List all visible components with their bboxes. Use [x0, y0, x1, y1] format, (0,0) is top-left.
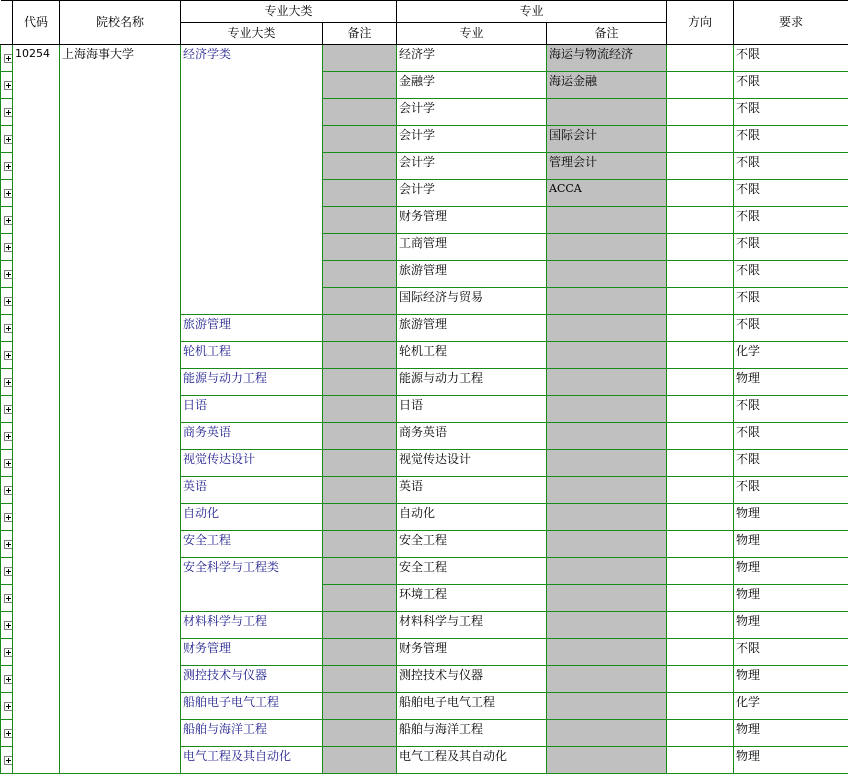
category-cell: 视觉传达设计 — [181, 450, 323, 477]
category-cell: 日语 — [181, 396, 323, 423]
major-note-cell — [547, 747, 667, 774]
expand-plus-icon[interactable] — [4, 540, 13, 549]
major-cell: 自动化 — [397, 504, 547, 531]
requirement-cell: 物理 — [734, 666, 848, 693]
major-note-cell — [547, 288, 667, 315]
requirement-cell: 物理 — [734, 720, 848, 747]
major-cell: 安全工程 — [397, 531, 547, 558]
category-cell: 经济学类 — [181, 45, 323, 315]
expand-plus-icon[interactable] — [4, 108, 13, 117]
major-cell: 会计学 — [397, 180, 547, 207]
expand-plus-icon[interactable] — [4, 459, 13, 468]
category-note-cell — [323, 477, 397, 504]
major-cell: 船舶电子电气工程 — [397, 693, 547, 720]
requirement-cell: 不限 — [734, 234, 848, 261]
category-note-cell — [323, 504, 397, 531]
category-cell: 船舶电子电气工程 — [181, 693, 323, 720]
expand-cell — [1, 72, 13, 99]
direction-cell — [667, 450, 734, 477]
expand-plus-icon[interactable] — [4, 513, 13, 522]
expand-cell — [1, 639, 13, 666]
direction-cell — [667, 180, 734, 207]
category-note-cell — [323, 45, 397, 72]
category-cell: 轮机工程 — [181, 342, 323, 369]
expand-cell — [1, 126, 13, 153]
expand-plus-icon[interactable] — [4, 378, 13, 387]
direction-cell — [667, 666, 734, 693]
header-category-note: 备注 — [323, 23, 397, 45]
major-cell: 国际经济与贸易 — [397, 288, 547, 315]
expand-cell — [1, 720, 13, 747]
major-cell: 财务管理 — [397, 207, 547, 234]
major-note-cell — [547, 369, 667, 396]
expand-plus-icon[interactable] — [4, 135, 13, 144]
expand-plus-icon[interactable] — [4, 648, 13, 657]
requirement-cell: 物理 — [734, 612, 848, 639]
category-note-cell — [323, 585, 397, 612]
major-note-cell — [547, 99, 667, 126]
category-note-cell — [323, 126, 397, 153]
expand-cell — [1, 585, 13, 612]
category-note-cell — [323, 558, 397, 585]
requirement-cell: 不限 — [734, 261, 848, 288]
requirement-cell: 不限 — [734, 639, 848, 666]
requirement-cell: 不限 — [734, 45, 848, 72]
category-cell: 英语 — [181, 477, 323, 504]
category-note-cell — [323, 207, 397, 234]
category-note-cell — [323, 153, 397, 180]
header-direction: 方向 — [667, 1, 734, 45]
category-note-cell — [323, 99, 397, 126]
header-requirement: 要求 — [734, 1, 848, 45]
major-note-cell — [547, 396, 667, 423]
expand-cell — [1, 342, 13, 369]
category-note-cell — [323, 342, 397, 369]
requirement-cell: 物理 — [734, 531, 848, 558]
direction-cell — [667, 423, 734, 450]
category-note-cell — [323, 720, 397, 747]
category-note-cell — [323, 315, 397, 342]
category-note-cell — [323, 531, 397, 558]
major-cell: 测控技术与仪器 — [397, 666, 547, 693]
expand-plus-icon[interactable] — [4, 81, 13, 90]
expand-plus-icon[interactable] — [4, 567, 13, 576]
major-cell: 安全工程 — [397, 558, 547, 585]
category-note-cell — [323, 747, 397, 774]
major-cell: 旅游管理 — [397, 261, 547, 288]
expand-plus-icon[interactable] — [4, 621, 13, 630]
major-note-cell — [547, 342, 667, 369]
requirement-cell: 不限 — [734, 180, 848, 207]
expand-plus-icon[interactable] — [4, 270, 13, 279]
requirement-cell: 物理 — [734, 369, 848, 396]
header-major-group: 专业 — [397, 1, 667, 23]
expand-plus-icon[interactable] — [4, 702, 13, 711]
major-note-cell — [547, 558, 667, 585]
direction-cell — [667, 558, 734, 585]
requirement-cell: 物理 — [734, 558, 848, 585]
major-cell: 会计学 — [397, 99, 547, 126]
direction-cell — [667, 288, 734, 315]
school-code: 10254 — [13, 45, 60, 774]
direction-cell — [667, 585, 734, 612]
major-note-cell — [547, 639, 667, 666]
category-cell: 安全工程 — [181, 531, 323, 558]
major-note-cell — [547, 531, 667, 558]
category-note-cell — [323, 693, 397, 720]
category-note-cell — [323, 612, 397, 639]
expand-cell — [1, 666, 13, 693]
requirement-cell: 物理 — [734, 585, 848, 612]
category-cell: 财务管理 — [181, 639, 323, 666]
header-school-name: 院校名称 — [60, 1, 181, 45]
expand-cell — [1, 612, 13, 639]
direction-cell — [667, 99, 734, 126]
header-major-note: 备注 — [547, 23, 667, 45]
major-cell: 日语 — [397, 396, 547, 423]
direction-cell — [667, 234, 734, 261]
direction-cell — [667, 369, 734, 396]
category-note-cell — [323, 423, 397, 450]
expand-plus-icon[interactable] — [4, 675, 13, 684]
requirement-cell: 不限 — [734, 315, 848, 342]
expand-plus-icon[interactable] — [4, 216, 13, 225]
direction-cell — [667, 639, 734, 666]
expand-cell — [1, 261, 13, 288]
header-category-group: 专业大类 — [181, 1, 397, 23]
category-note-cell — [323, 450, 397, 477]
category-note-cell — [323, 234, 397, 261]
category-note-cell — [323, 396, 397, 423]
category-cell: 能源与动力工程 — [181, 369, 323, 396]
expand-cell — [1, 99, 13, 126]
major-cell: 船舶与海洋工程 — [397, 720, 547, 747]
expand-plus-icon[interactable] — [4, 189, 13, 198]
category-cell: 电气工程及其自动化 — [181, 747, 323, 774]
expand-plus-icon[interactable] — [4, 324, 13, 333]
expand-cell — [1, 450, 13, 477]
major-cell: 环境工程 — [397, 585, 547, 612]
major-note-cell — [547, 720, 667, 747]
category-note-cell — [323, 639, 397, 666]
requirement-cell: 不限 — [734, 72, 848, 99]
direction-cell — [667, 126, 734, 153]
requirement-cell: 不限 — [734, 450, 848, 477]
expand-plus-icon[interactable] — [4, 756, 13, 765]
expand-plus-icon[interactable] — [4, 162, 13, 171]
direction-cell — [667, 207, 734, 234]
major-note-cell — [547, 207, 667, 234]
requirement-cell: 物理 — [734, 747, 848, 774]
major-cell: 财务管理 — [397, 639, 547, 666]
expand-plus-icon[interactable] — [4, 243, 13, 252]
major-note-cell — [547, 585, 667, 612]
header-category: 专业大类 — [181, 23, 323, 45]
major-note-cell — [547, 423, 667, 450]
category-note-cell — [323, 72, 397, 99]
requirement-cell: 物理 — [734, 504, 848, 531]
major-note-cell: 海运金融 — [547, 72, 667, 99]
category-cell: 安全科学与工程类 — [181, 558, 323, 612]
direction-cell — [667, 531, 734, 558]
expand-plus-icon[interactable] — [4, 405, 13, 414]
category-note-cell — [323, 666, 397, 693]
category-cell: 材料科学与工程 — [181, 612, 323, 639]
major-note-cell — [547, 477, 667, 504]
requirement-cell: 不限 — [734, 477, 848, 504]
requirement-cell: 不限 — [734, 153, 848, 180]
major-note-cell — [547, 234, 667, 261]
major-note-cell: 国际会计 — [547, 126, 667, 153]
expand-plus-icon[interactable] — [4, 432, 13, 441]
major-cell: 会计学 — [397, 126, 547, 153]
requirement-cell: 不限 — [734, 126, 848, 153]
direction-cell — [667, 477, 734, 504]
major-note-cell — [547, 666, 667, 693]
expand-cell — [1, 288, 13, 315]
expand-plus-icon[interactable] — [4, 486, 13, 495]
major-note-cell — [547, 450, 667, 477]
category-cell: 商务英语 — [181, 423, 323, 450]
major-cell: 经济学 — [397, 45, 547, 72]
major-note-cell: 海运与物流经济 — [547, 45, 667, 72]
category-note-cell — [323, 369, 397, 396]
expand-cell — [1, 396, 13, 423]
direction-cell — [667, 315, 734, 342]
major-cell: 视觉传达设计 — [397, 450, 547, 477]
major-note-cell — [547, 261, 667, 288]
table-row — [1, 45, 848, 72]
direction-cell — [667, 720, 734, 747]
major-note-cell — [547, 504, 667, 531]
requirement-cell: 化学 — [734, 693, 848, 720]
major-cell: 金融学 — [397, 72, 547, 99]
major-cell: 英语 — [397, 477, 547, 504]
table-body — [1, 45, 848, 774]
expand-cell — [1, 423, 13, 450]
category-note-cell — [323, 261, 397, 288]
direction-cell — [667, 45, 734, 72]
major-cell: 电气工程及其自动化 — [397, 747, 547, 774]
category-cell: 测控技术与仪器 — [181, 666, 323, 693]
expand-cell — [1, 234, 13, 261]
expand-cell — [1, 45, 13, 72]
expand-cell — [1, 153, 13, 180]
expand-plus-icon[interactable] — [4, 729, 13, 738]
major-note-cell: ACCA — [547, 180, 667, 207]
major-cell: 工商管理 — [397, 234, 547, 261]
major-cell: 会计学 — [397, 153, 547, 180]
category-note-cell — [323, 180, 397, 207]
requirement-cell: 不限 — [734, 207, 848, 234]
major-note-cell: 管理会计 — [547, 153, 667, 180]
school-name: 上海海事大学 — [60, 45, 181, 774]
direction-cell — [667, 72, 734, 99]
direction-cell — [667, 396, 734, 423]
requirement-cell: 化学 — [734, 342, 848, 369]
header-code: 代码 — [13, 1, 60, 45]
direction-cell — [667, 612, 734, 639]
header-major: 专业 — [397, 23, 547, 45]
requirement-cell: 不限 — [734, 423, 848, 450]
expand-cell — [1, 693, 13, 720]
expand-cell — [1, 477, 13, 504]
expand-cell — [1, 315, 13, 342]
major-note-cell — [547, 693, 667, 720]
category-cell: 旅游管理 — [181, 315, 323, 342]
direction-cell — [667, 504, 734, 531]
expand-plus-icon[interactable] — [4, 297, 13, 306]
category-cell: 船舶与海洋工程 — [181, 720, 323, 747]
direction-cell — [667, 153, 734, 180]
major-note-cell — [547, 612, 667, 639]
major-cell: 材料科学与工程 — [397, 612, 547, 639]
expand-plus-icon[interactable] — [4, 54, 13, 63]
major-cell: 旅游管理 — [397, 315, 547, 342]
expand-cell — [1, 504, 13, 531]
direction-cell — [667, 342, 734, 369]
expand-plus-icon[interactable] — [4, 594, 13, 603]
major-cell: 轮机工程 — [397, 342, 547, 369]
expand-cell — [1, 558, 13, 585]
major-note-cell — [547, 315, 667, 342]
direction-cell — [667, 261, 734, 288]
category-cell: 自动化 — [181, 504, 323, 531]
expand-cell — [1, 531, 13, 558]
direction-cell — [667, 747, 734, 774]
expand-cell — [1, 207, 13, 234]
requirement-cell: 不限 — [734, 396, 848, 423]
expand-cell — [1, 180, 13, 207]
major-cell: 商务英语 — [397, 423, 547, 450]
category-note-cell — [323, 288, 397, 315]
requirement-cell: 不限 — [734, 288, 848, 315]
requirement-cell: 不限 — [734, 99, 848, 126]
major-cell: 能源与动力工程 — [397, 369, 547, 396]
expand-cell — [1, 369, 13, 396]
expand-plus-icon[interactable] — [4, 351, 13, 360]
direction-cell — [667, 693, 734, 720]
expand-cell — [1, 747, 13, 774]
